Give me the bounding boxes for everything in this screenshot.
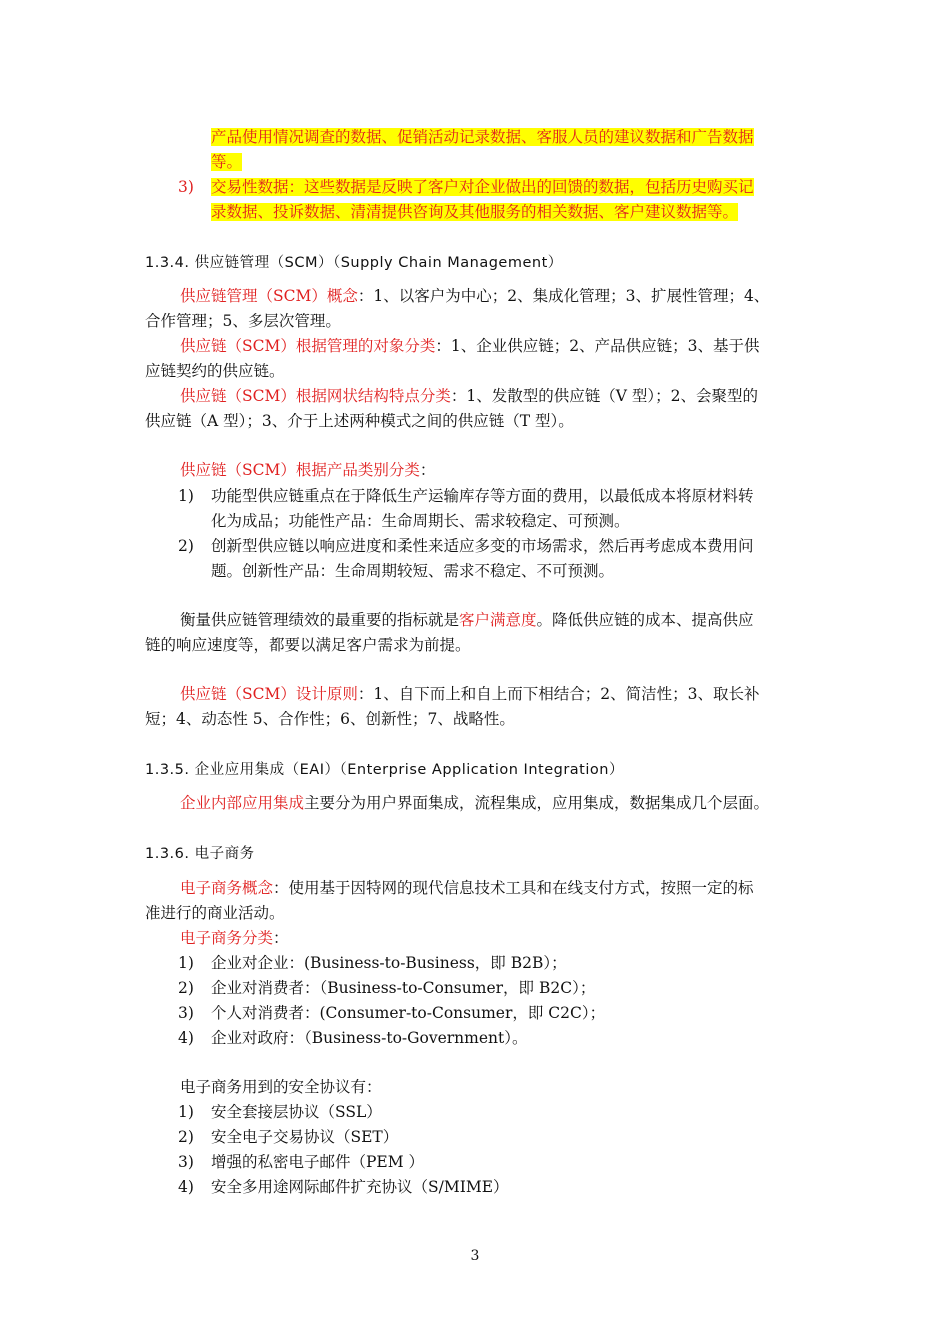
list-item: 个人对消费者：(Consumer-to-Consumer，即 C2C）； <box>211 1004 606 1022</box>
list-item-line: 题。创新性产品：生命周期较短、需求不稳定、不可预测。 <box>211 562 615 580</box>
text: ：使用基于因特网的现代信息技术工具和在线支付方式，按照一定的标 <box>273 879 754 897</box>
text: ：1、发散型的供应链（V 型）；2、会聚型的 <box>450 387 758 405</box>
term: 客户满意度 <box>459 611 537 629</box>
list-item: 企业对企业：(Business-to-Business，即 B2B）； <box>211 954 567 972</box>
list-number: 3) <box>178 1004 194 1022</box>
text: 衡量供应链管理绩效的最重要的指标就是 <box>180 611 460 629</box>
list-number: 4) <box>178 1178 194 1196</box>
text: ： <box>273 929 289 947</box>
highlighted-text: 交易性数据：这些数据是反映了客户对企业做出的回馈的数据，包括历史购买记 <box>211 178 754 196</box>
list-item-line: 功能型供应链重点在于降低生产运输库存等方面的费用，以最低成本将原材料转 <box>211 487 754 505</box>
continuation-line-2 <box>211 151 242 173</box>
paragraph-protocols-intro: 电子商务用到的安全协议有： <box>180 1078 382 1096</box>
list-number: 4) <box>178 1029 194 1047</box>
paragraph-scm-product <box>180 459 435 481</box>
list-item: 企业对消费者：（Business-to-Consumer，即 B2C）； <box>211 979 596 997</box>
text: ：1、企业供应链；2、产品供应链；3、基于供 <box>435 337 760 355</box>
term: 供应链（SCM）根据产品类别分类 <box>180 461 420 479</box>
list-number: 2) <box>178 537 194 555</box>
list-number: 3) <box>178 178 194 196</box>
highlighted-text: 等。 <box>211 153 243 171</box>
list-number: 1) <box>178 954 194 972</box>
section-heading-1-3-4: 1.3.4. 供应链管理（SCM）（Supply Chain Management） <box>145 255 563 271</box>
text: ：1、以客户为中心；2、集成化管理；3、扩展性管理；4、 <box>357 287 770 305</box>
section-heading-1-3-6: 1.3.6. 电子商务 <box>145 846 255 862</box>
list-item-line-1 <box>211 176 754 198</box>
list-number: 2) <box>178 1128 194 1146</box>
highlighted-text: 录数据、投诉数据、清清提供咨询及其他服务的相关数据、客户建议数据等。 <box>211 203 739 221</box>
paragraph-line: 合作管理；5、多层次管理。 <box>145 312 341 330</box>
list-item-line: 化为成品；功能性产品：生命周期长、需求较稳定、可预测。 <box>211 512 630 530</box>
term: 供应链管理（SCM）概念 <box>180 287 358 305</box>
text: ： <box>419 461 436 479</box>
term: 供应链（SCM）根据网状结构特点分类 <box>180 387 451 405</box>
paragraph-line: 应链契约的供应链。 <box>145 362 285 380</box>
page-number: 3 <box>470 1248 480 1264</box>
highlighted-text: 产品使用情况调查的数据、促销活动记录数据、客服人员的建议数据和广告数据 <box>211 128 754 146</box>
term: 企业内部应用集成 <box>180 794 305 812</box>
list-item: 安全多用途网际邮件扩充协议（S/MIME） <box>211 1178 509 1196</box>
continuation-line-1 <box>211 126 754 148</box>
list-number: 1) <box>178 1103 194 1121</box>
list-number: 1) <box>178 487 194 505</box>
term: 供应链（SCM）设计原则 <box>180 685 358 703</box>
term: 电子商务概念 <box>180 879 274 897</box>
list-item: 安全套接层协议（SSL） <box>211 1103 382 1121</box>
list-item-line-2 <box>211 201 738 223</box>
list-item-line: 创新型供应链以响应进度和柔性来适应多变的市场需求，然后再考虑成本费用问 <box>211 537 754 555</box>
list-item: 增强的私密电子邮件（PEM ） <box>211 1153 425 1171</box>
text: 主要分为用户界面集成，流程集成，应用集成，数据集成几个层面。 <box>304 794 770 812</box>
list-number: 2) <box>178 979 194 997</box>
term: 电子商务分类 <box>180 929 274 947</box>
list-item: 安全电子交易协议（SET） <box>211 1128 399 1146</box>
paragraph-scm-concept <box>180 285 769 307</box>
section-heading-1-3-5: 1.3.5. 企业应用集成（EAI）（Enterprise Application Integration） <box>145 762 624 778</box>
list-number: 3) <box>178 1153 194 1171</box>
term: 供应链（SCM）根据管理的对象分类 <box>180 337 436 355</box>
paragraph-line: 准进行的商业活动。 <box>145 904 285 922</box>
paragraph-line: 供应链（A 型）；3、介于上述两种模式之间的供应链（T 型）。 <box>145 412 574 430</box>
paragraph-design-principles <box>180 683 759 705</box>
paragraph-line: 短；4、动态性 5、合作性；6、创新性；7、战略性。 <box>145 710 515 728</box>
paragraph-metric <box>180 609 754 631</box>
list-item: 企业对政府：（Business-to-Government）。 <box>211 1029 528 1047</box>
paragraph-line: 链的响应速度等，都要以满足客户需求为前提。 <box>145 636 471 654</box>
paragraph-scm-object <box>180 335 759 357</box>
paragraph-ecommerce-types <box>180 927 289 949</box>
text: ：1、自下而上和自上而下相结合；2、简洁性；3、取长补 <box>357 685 760 703</box>
paragraph-ecommerce-concept <box>180 877 754 899</box>
text: 。降低供应链的成本、提高供应 <box>536 611 754 629</box>
paragraph-eai <box>180 792 769 814</box>
paragraph-scm-structure <box>180 385 758 407</box>
